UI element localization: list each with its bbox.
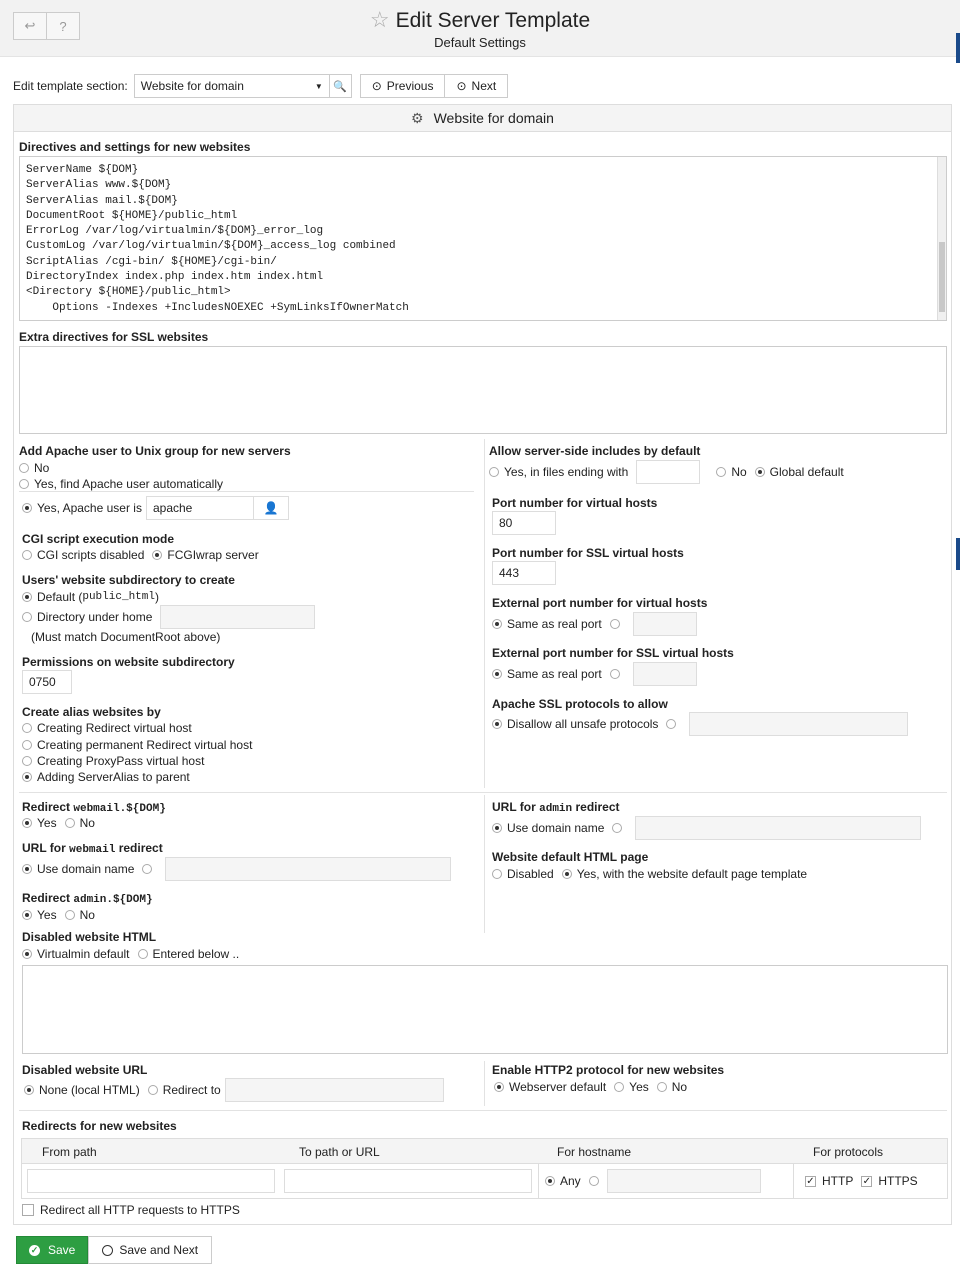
form-actions: [16, 1236, 212, 1264]
option-label: HTTPS: [878, 1174, 918, 1188]
option-label: HTTP: [822, 1174, 854, 1188]
radio[interactable]: [142, 864, 152, 874]
subdir-default[interactable]: [22, 590, 159, 604]
port-input[interactable]: 80: [492, 511, 556, 535]
option-label: Yes, with the website default page template: [576, 867, 808, 881]
alias-label: Create alias websites by: [22, 705, 161, 719]
radio[interactable]: [22, 864, 32, 874]
label-code: admin: [539, 803, 573, 815]
option-label: Yes, find Apache user automatically: [34, 477, 224, 491]
subdir-under: [22, 605, 315, 629]
radio[interactable]: [492, 719, 502, 729]
radio[interactable]: [22, 910, 32, 920]
radio-ssi-yes[interactable]: [489, 467, 499, 477]
webmail-url-input[interactable]: [165, 857, 451, 881]
column-divider: [484, 795, 485, 933]
radio[interactable]: [22, 949, 32, 959]
ext-port-input[interactable]: [633, 612, 697, 636]
disabled-html-textarea[interactable]: [22, 965, 948, 1054]
ssl-directives-label: Extra directives for SSL websites: [19, 330, 209, 344]
apache-user-input[interactable]: apache: [146, 496, 254, 520]
option-label: Yes: [629, 1080, 649, 1094]
redirect-all-https[interactable]: [22, 1203, 240, 1217]
radio[interactable]: [657, 1082, 667, 1092]
column-header: From path: [42, 1145, 97, 1159]
label-code: admin.${DOM}: [73, 894, 153, 906]
option-label: No: [731, 465, 747, 479]
subdir-label: Users' website subdirectory to create: [22, 573, 235, 587]
radio[interactable]: [19, 479, 29, 489]
option-label: Adding ServerAlias to parent: [37, 770, 190, 784]
chevron-down-icon: ▼: [314, 81, 323, 91]
admin-redirect-label: [22, 891, 153, 906]
divider: [19, 491, 474, 492]
option-label: Any: [560, 1174, 581, 1188]
subdir-note: (Must match DocumentRoot above): [31, 630, 221, 644]
radio[interactable]: [612, 823, 622, 833]
save-next-label: Save and Next: [119, 1243, 199, 1257]
option-label: CGI scripts disabled: [37, 548, 145, 562]
option-label: None (local HTML): [39, 1083, 140, 1097]
option-label-end: ): [154, 590, 159, 604]
label-text: redirect: [118, 841, 163, 855]
column-header: For hostname: [557, 1145, 632, 1159]
option-label: Disallow all unsafe protocols: [507, 717, 659, 731]
label-text: Redirect: [22, 891, 71, 905]
webmail-url-label: [22, 841, 163, 856]
redirects-table: [21, 1138, 948, 1199]
radio[interactable]: [65, 818, 75, 828]
radio[interactable]: [666, 719, 676, 729]
check-icon: ✓: [30, 1244, 39, 1255]
perms-input[interactable]: 0750: [22, 670, 72, 694]
ssl-directives-textarea[interactable]: [19, 346, 947, 434]
label-text: redirect: [575, 800, 620, 814]
table-row: [22, 1164, 947, 1198]
option-label: FCGIwrap server: [167, 548, 259, 562]
next-icon: [102, 1245, 113, 1256]
option-label: Yes: [37, 908, 57, 922]
divider: [19, 792, 947, 793]
http2-options: [494, 1080, 687, 1094]
next-label: Next: [471, 79, 497, 93]
alias-opt2[interactable]: [22, 738, 252, 752]
apache-group-label: Add Apache user to Unix group for new servers: [19, 444, 291, 458]
radio[interactable]: [22, 723, 32, 733]
option-label: Yes: [37, 816, 57, 830]
apache-group-auto[interactable]: [19, 477, 223, 491]
ssl-protocols-options: [492, 712, 908, 736]
radio-cgi-disabled[interactable]: [22, 550, 32, 560]
radio[interactable]: [148, 1085, 158, 1095]
previous-button[interactable]: [361, 75, 446, 97]
ssi-label: Allow server-side includes by default: [489, 444, 701, 458]
option-label: Disabled: [507, 867, 554, 881]
radio[interactable]: [610, 619, 620, 629]
ssi-extension-input[interactable]: [636, 460, 700, 484]
page-title: [0, 7, 960, 33]
ssl-protocols-label: Apache SSL protocols to allow: [492, 697, 668, 711]
ssi-options: [489, 460, 844, 484]
radio[interactable]: [22, 503, 32, 513]
section-nav: [13, 74, 508, 98]
radio[interactable]: [22, 612, 32, 622]
directives-label: Directives and settings for new websites: [19, 140, 251, 154]
radio[interactable]: [24, 1085, 34, 1095]
webmail-redirect-options: [22, 816, 95, 830]
protocol-options: [805, 1174, 918, 1188]
panel-header: [14, 105, 951, 132]
user-icon[interactable]: 👤: [254, 496, 289, 520]
hostname-options: [545, 1174, 604, 1188]
disabled-url-input[interactable]: [225, 1078, 444, 1102]
radio[interactable]: [610, 669, 620, 679]
radio[interactable]: [22, 756, 32, 766]
option-label: Virtualmin default: [37, 947, 130, 961]
from-path-input[interactable]: [27, 1169, 275, 1193]
admin-url-input[interactable]: [635, 816, 921, 840]
radio[interactable]: [65, 910, 75, 920]
to-path-input[interactable]: [284, 1169, 532, 1193]
option-label: Creating ProxyPass virtual host: [37, 754, 205, 768]
subdir-input[interactable]: [160, 605, 315, 629]
webmail-url-options: [22, 857, 451, 881]
option-label: Creating permanent Redirect virtual host: [37, 738, 253, 752]
port-label: Port number for virtual hosts: [492, 496, 658, 510]
option-label: Redirect all HTTP requests to HTTPS: [40, 1203, 240, 1217]
directives-text: ServerName ${DOM} ServerAlias www.${DOM} ServerAlias mail.${DOM} DocumentRoot ${HOME}/public_html ErrorLog /var/log/virtualmin/${DOM}_error_log CustomLog /var/log/virtualmin/${DOM}_access_log combined ScriptAlias /cgi-bin/ ${HOME}/cgi-bin/ DirectoryIndex index.php index.htm index.html <Directory ${HOME}/public_html> Options -Indexes +IncludesNOEXEC +SymLinksIfOwnerMatch: [26, 164, 409, 314]
ssl-protocols-input[interactable]: [689, 712, 908, 736]
radio[interactable]: [22, 818, 32, 828]
radio-ssi-no[interactable]: [716, 467, 726, 477]
edge-indicator: [956, 33, 960, 63]
option-code: public_html: [82, 591, 155, 603]
radio[interactable]: [562, 869, 572, 879]
next-icon: ⊙: [456, 79, 467, 93]
ext-port-label: External port number for virtual hosts: [492, 596, 708, 610]
apache-group-user: [22, 496, 289, 520]
scrollbar[interactable]: [937, 157, 946, 320]
perms-label: Permissions on website subdirectory: [22, 655, 235, 669]
section-nav-buttons: [360, 74, 509, 98]
label-text: URL for: [22, 841, 66, 855]
option-label: Redirect to: [162, 1083, 221, 1097]
divider: [538, 1164, 539, 1198]
search-icon[interactable]: 🔍: [330, 74, 352, 98]
radio[interactable]: [494, 1082, 504, 1092]
column-divider: [484, 439, 485, 493]
option-label: No: [671, 1080, 688, 1094]
option-label: Webserver default: [509, 1080, 607, 1094]
label-code: webmail: [69, 844, 116, 856]
default-page-options: [492, 867, 807, 881]
option-label: No: [79, 908, 95, 922]
radio[interactable]: [492, 823, 502, 833]
label-text: URL for: [492, 800, 536, 814]
alias-opt4[interactable]: [22, 770, 190, 784]
option-label: Global default: [769, 465, 844, 479]
disabled-url-label: Disabled website URL: [22, 1063, 148, 1077]
section-label: Edit template section:: [13, 79, 128, 93]
http2-label: Enable HTTP2 protocol for new websites: [492, 1063, 725, 1077]
save-button[interactable]: [16, 1236, 88, 1264]
disabled-url-options: [24, 1078, 444, 1102]
radio[interactable]: [138, 949, 148, 959]
panel-title: Website for domain: [433, 110, 554, 126]
webmail-redirect-label: [22, 800, 166, 815]
label-text: Redirect: [22, 800, 71, 814]
radio[interactable]: [22, 772, 32, 782]
column-divider: [484, 1061, 485, 1106]
top-bar: [0, 0, 960, 57]
cgi-options: [22, 548, 259, 562]
page-title-text: Edit Server Template: [395, 9, 591, 32]
option-label: Yes, in files ending with: [504, 465, 629, 479]
gear-icon: ⚙: [411, 109, 424, 126]
apache-group-no[interactable]: [19, 461, 49, 475]
next-button[interactable]: [445, 75, 507, 97]
radio[interactable]: [492, 619, 502, 629]
alias-opt1[interactable]: [22, 721, 192, 735]
question-icon[interactable]: ?: [59, 18, 67, 34]
radio[interactable]: [545, 1176, 555, 1186]
admin-url-label: [492, 800, 620, 815]
cgi-label: CGI script execution mode: [22, 532, 175, 546]
default-page-label: Website default HTML page: [492, 850, 649, 864]
radio-ssi-global[interactable]: [755, 467, 765, 477]
hostname-input[interactable]: [607, 1169, 761, 1193]
scrollbar-thumb[interactable]: [939, 242, 945, 312]
checkbox[interactable]: [22, 1204, 34, 1216]
option-label: No: [79, 816, 95, 830]
option-label: No: [34, 461, 50, 475]
radio[interactable]: [492, 869, 502, 879]
option-label: Use domain name: [37, 862, 135, 876]
return-icon[interactable]: ↩: [14, 13, 47, 39]
checkbox-https[interactable]: ✓: [862, 1175, 872, 1187]
column-header: To path or URL: [299, 1145, 380, 1159]
section-select[interactable]: [134, 74, 330, 98]
save-and-next-button[interactable]: [88, 1236, 212, 1264]
admin-url-options: [492, 816, 921, 840]
table-header: [22, 1139, 947, 1164]
radio[interactable]: [22, 740, 32, 750]
redirects-label: Redirects for new websites: [22, 1119, 177, 1133]
directives-textarea[interactable]: [19, 156, 947, 321]
option-label: Entered below ..: [152, 947, 240, 961]
ext-ssl-port-options: [492, 662, 697, 686]
radio[interactable]: [19, 463, 29, 473]
template-panel: [13, 104, 952, 1225]
save-label: Save: [48, 1243, 76, 1257]
option-label: Default (: [37, 590, 83, 604]
disabled-html-label: Disabled website HTML: [22, 930, 157, 944]
radio[interactable]: [614, 1082, 624, 1092]
divider: [793, 1164, 794, 1198]
option-label: Directory under home: [37, 610, 153, 624]
option-label: Yes, Apache user is: [37, 501, 142, 515]
section-select-value: Website for domain: [140, 79, 244, 93]
radio[interactable]: [22, 592, 32, 602]
ssl-port-input[interactable]: 443: [492, 561, 556, 585]
column-header: For protocols: [813, 1145, 884, 1159]
option-label: Same as real port: [507, 617, 602, 631]
edge-indicator: [956, 538, 960, 570]
admin-redirect-options: [22, 908, 95, 922]
star-icon[interactable]: ☆: [369, 7, 390, 32]
divider: [19, 1110, 947, 1111]
option-label: Creating Redirect virtual host: [37, 721, 192, 735]
ssl-port-label: Port number for SSL virtual hosts: [492, 546, 684, 560]
radio[interactable]: [589, 1176, 599, 1186]
radio-cgi-fcgi[interactable]: [152, 550, 162, 560]
previous-label: Previous: [386, 79, 434, 93]
alias-opt3[interactable]: [22, 754, 204, 768]
ext-ssl-port-input[interactable]: [633, 662, 697, 686]
ext-port-options: [492, 612, 697, 636]
ext-ssl-port-label: External port number for SSL virtual hosts: [492, 646, 734, 660]
option-label: Use domain name: [507, 821, 605, 835]
option-label: Same as real port: [507, 667, 602, 681]
disabled-html-options: [22, 947, 239, 961]
page-subtitle: Default Settings: [434, 35, 526, 50]
column-divider: [484, 493, 485, 788]
checkbox-http[interactable]: ✓: [806, 1175, 815, 1187]
label-code: webmail.${DOM}: [73, 803, 166, 815]
previous-icon: ⊙: [371, 79, 382, 93]
radio[interactable]: [492, 669, 502, 679]
